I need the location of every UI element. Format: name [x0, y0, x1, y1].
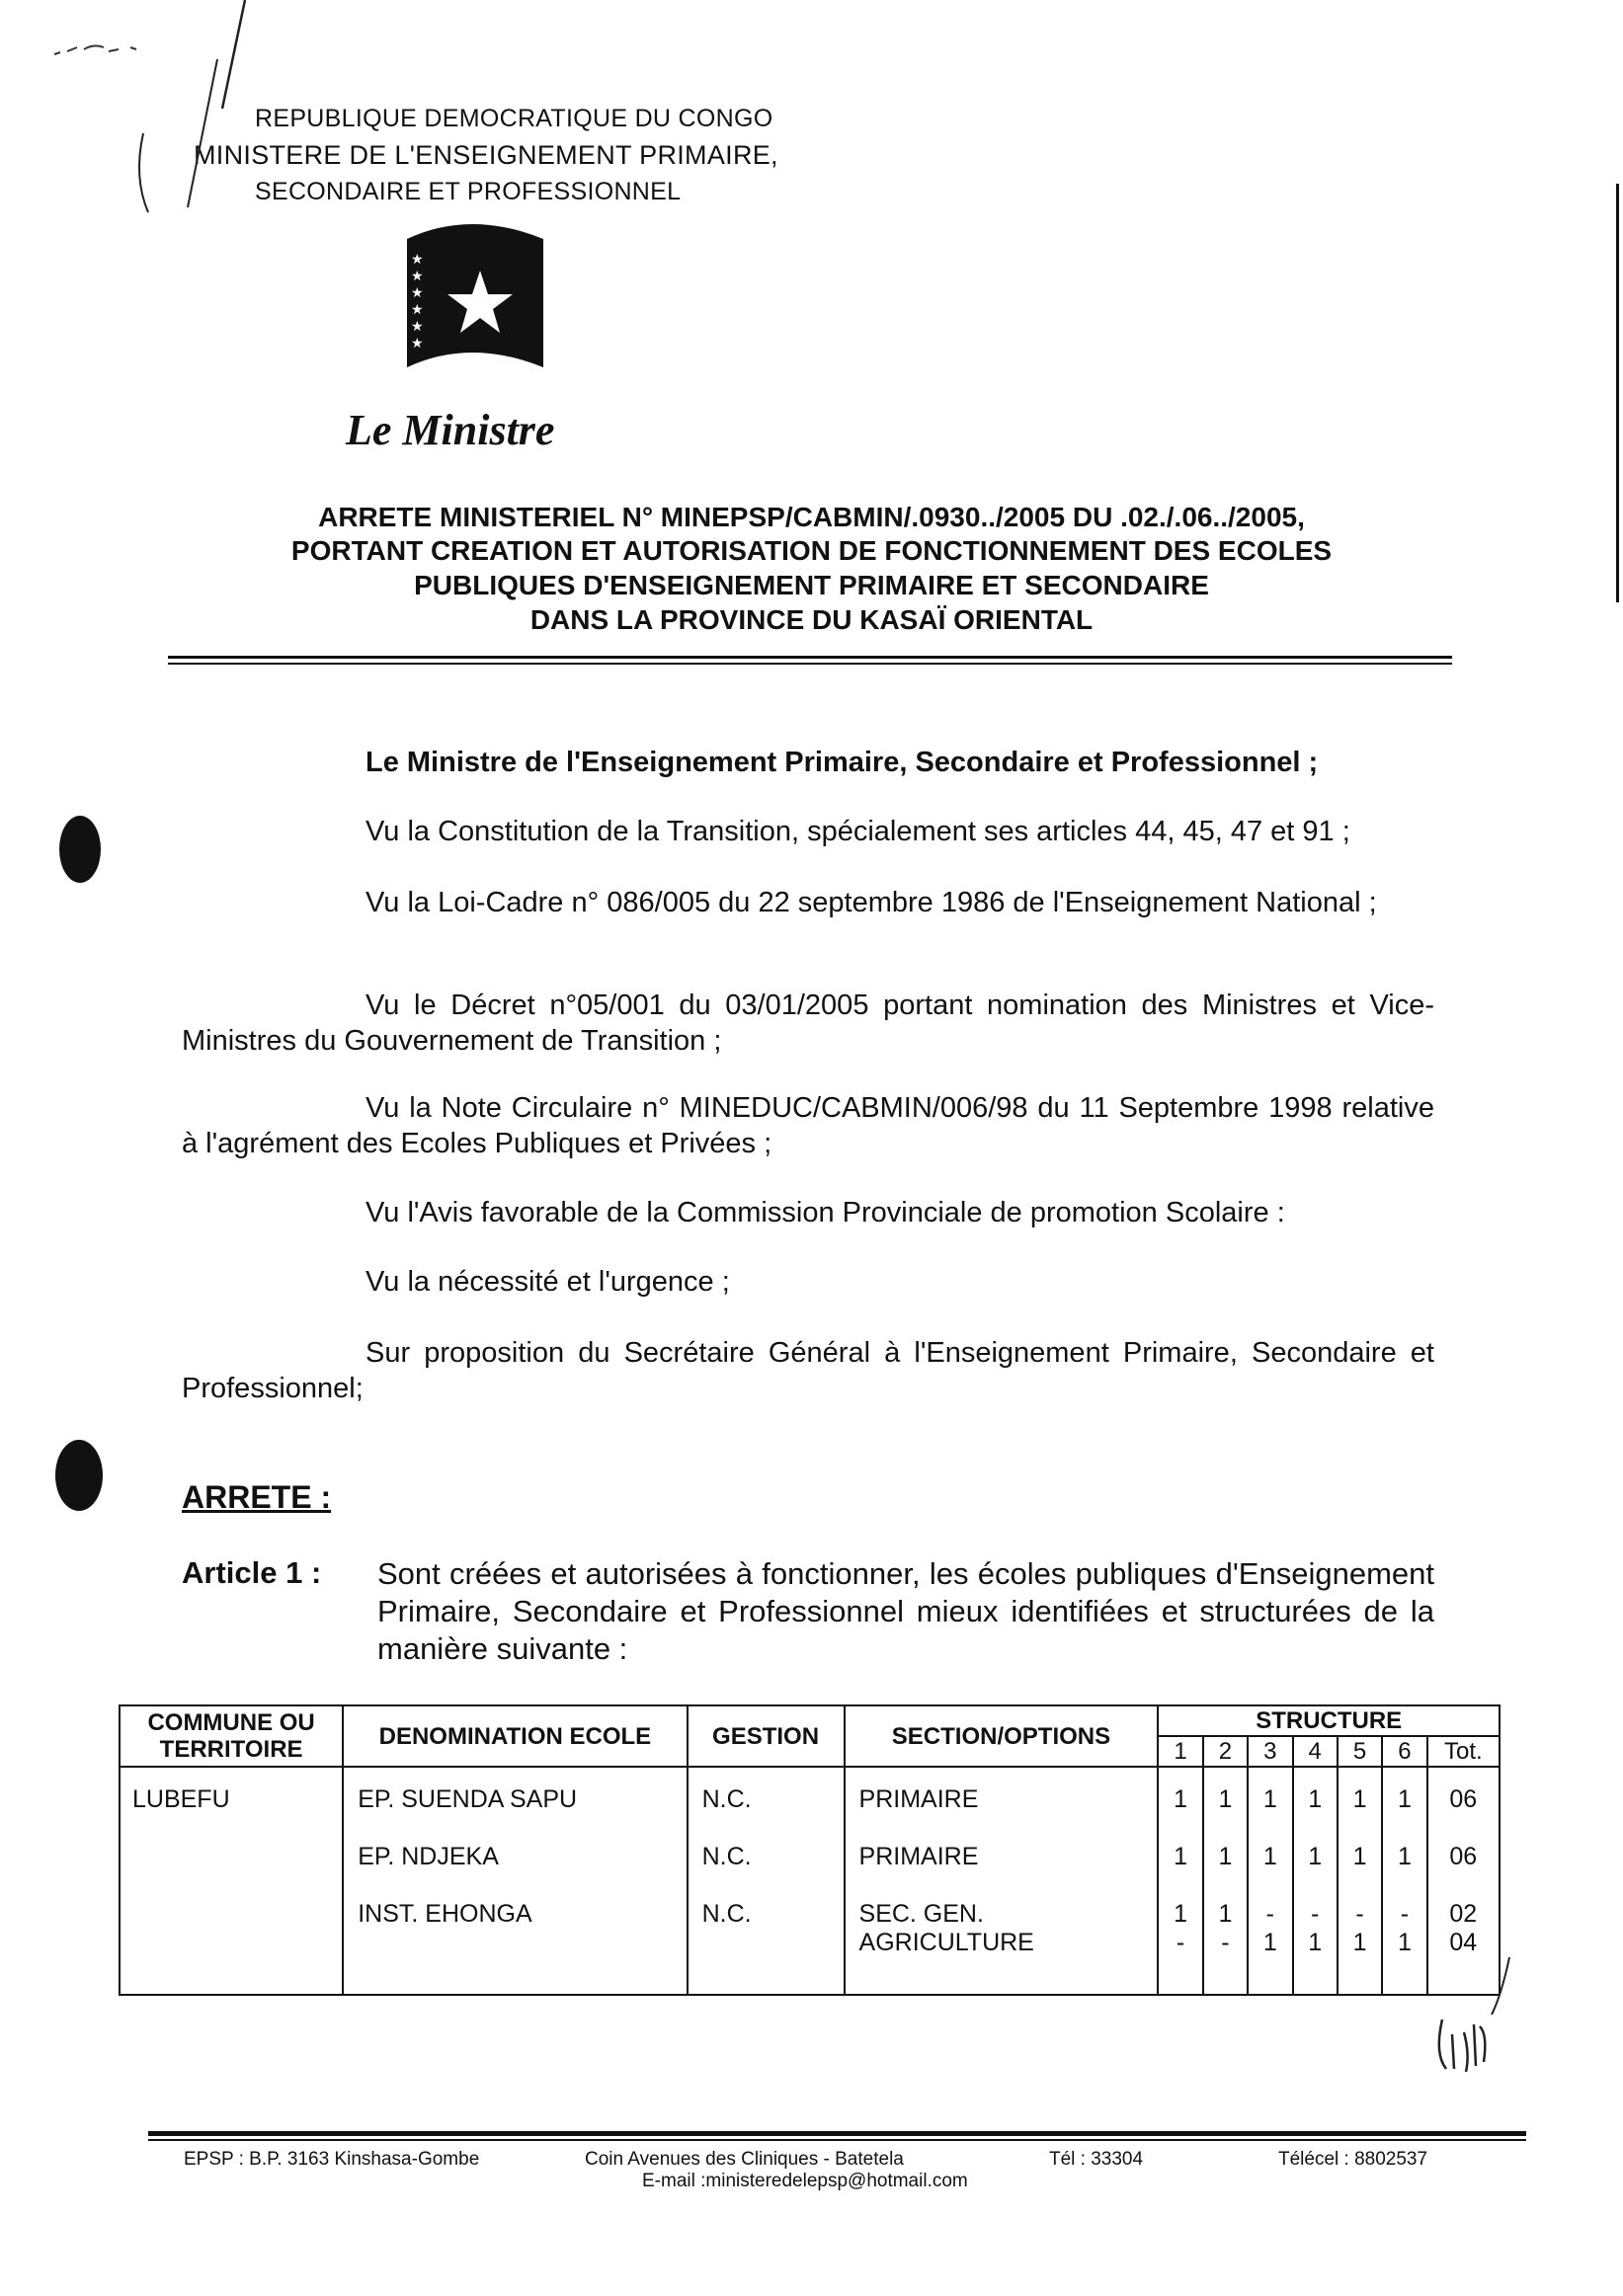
article-1-label: Article 1 :	[182, 1555, 322, 1590]
footer-divider-thin	[148, 2139, 1526, 2141]
col-header-denomination: DENOMINATION ECOLE	[343, 1705, 687, 1767]
gestion-value: N.C.	[701, 1785, 752, 1813]
sur-proposition: Sur proposition du Secrétaire Général à l'Enseignement Primaire, Secondaire et Professionnel;	[182, 1337, 1434, 1404]
decree-title-line3: PUBLIQUES D'ENSEIGNEMENT PRIMAIRE ET SECONDAIRE	[414, 570, 1209, 600]
section-value: AGRICULTURE	[858, 1929, 1034, 1956]
ecole-name: INST. EHONGA	[358, 1900, 532, 1928]
structure-value: -	[1311, 1900, 1320, 1928]
decree-title-line1: ARRETE MINISTERIEL N° MINEPSP/CABMIN/.0930../2005 DU .02./.06../2005,	[318, 502, 1305, 532]
section-value: SEC. GEN.	[858, 1900, 984, 1928]
vu-constitution: Vu la Constitution de la Transition, spécialement ses articles 44, 45, 47 et 91 ;	[365, 816, 1350, 847]
decree-title-line2: PORTANT CREATION ET AUTORISATION DE FONCTIONNEMENT DES ECOLES	[290, 535, 1333, 566]
header-ministry-sub: SECONDAIRE ET PROFESSIONNEL	[255, 178, 682, 205]
col-header-5: 5	[1338, 1736, 1382, 1767]
col-header-structure: STRUCTURE	[1158, 1705, 1500, 1736]
section-cell	[845, 1767, 1159, 1995]
svg-text:★: ★	[411, 302, 424, 318]
title-divider-thin	[168, 663, 1452, 665]
svg-text:★: ★	[411, 252, 424, 268]
structure-col-1	[1158, 1767, 1202, 1995]
structure-value: 1	[1308, 1785, 1323, 1813]
structure-total: 02	[1449, 1900, 1478, 1928]
col-header-section: SECTION/OPTIONS	[845, 1705, 1159, 1767]
structure-total: 06	[1449, 1785, 1478, 1813]
section-value: PRIMAIRE	[858, 1785, 979, 1813]
structure-value: 1	[1174, 1900, 1188, 1928]
commune-name: LUBEFU	[132, 1785, 230, 1813]
structure-value: 1	[1174, 1843, 1188, 1870]
structure-col-6	[1382, 1767, 1426, 1995]
col-header-total: Tot.	[1427, 1736, 1500, 1767]
col-header-6: 6	[1382, 1736, 1426, 1767]
signature-title: Le Ministre	[346, 406, 555, 454]
article-1-text: Sont créées et autorisées à fonctionner, les écoles publiques d'Enseignement Primaire, Secondaire et Professionnel mieux identifiées et structurées de la manière suivante :	[377, 1556, 1434, 1666]
decree-title-line4: DANS LA PROVINCE DU KASAÏ ORIENTAL	[529, 604, 1094, 635]
structure-total: 04	[1449, 1929, 1478, 1956]
commune-cell	[120, 1767, 343, 1995]
handwritten-initials	[1422, 1955, 1531, 2094]
vu-avis: Vu l'Avis favorable de la Commission Provinciale de promotion Scolaire :	[365, 1197, 1285, 1228]
header-ministry: MINISTERE DE L'ENSEIGNEMENT PRIMAIRE,	[194, 140, 778, 170]
col-header-gestion: GESTION	[688, 1705, 845, 1767]
gestion-value: N.C.	[701, 1900, 752, 1928]
flag-emblem-icon	[401, 219, 549, 387]
structure-value: 1	[1308, 1843, 1323, 1870]
schools-table	[119, 1704, 1501, 1996]
structure-value: 1	[1398, 1785, 1412, 1813]
structure-value: 1	[1262, 1785, 1277, 1813]
structure-value: -	[1176, 1929, 1185, 1956]
structure-value: 1	[1262, 1843, 1277, 1870]
structure-value: -	[1400, 1900, 1410, 1928]
svg-text:★: ★	[411, 269, 424, 284]
structure-value: 1	[1262, 1929, 1277, 1956]
structure-value: 1	[1398, 1929, 1412, 1956]
structure-col-5	[1338, 1767, 1382, 1995]
col-header-3: 3	[1248, 1736, 1292, 1767]
structure-col-2	[1203, 1767, 1248, 1995]
col-header-commune: COMMUNE OU TERRITOIRE	[120, 1705, 343, 1767]
footer-divider	[148, 2131, 1526, 2136]
structure-value: 1	[1308, 1929, 1323, 1956]
arrete-heading: ARRETE :	[182, 1479, 332, 1515]
punch-hole-mark	[55, 1440, 103, 1511]
col-header-1: 1	[1158, 1736, 1202, 1767]
handwritten-mark	[40, 0, 277, 227]
footer-address: EPSP : B.P. 3163 Kinshasa-Gombe	[184, 2149, 480, 2170]
footer-email: E-mail :ministeredelepsp@hotmail.com	[642, 2171, 968, 2191]
svg-text:★: ★	[411, 285, 424, 301]
structure-value: 1	[1218, 1843, 1233, 1870]
vu-note-circulaire: Vu la Note Circulaire n° MINEDUC/CABMIN/006/98 du 11 Septembre 1998 relative à l'agrément des Ecoles Publiques et Privées ;	[182, 1092, 1434, 1159]
scan-edge-mark	[1616, 184, 1619, 602]
structure-value: 1	[1218, 1900, 1233, 1928]
intro-line: Le Ministre de l'Enseignement Primaire, Secondaire et Professionnel ;	[365, 747, 1319, 778]
structure-value: 1	[1174, 1785, 1188, 1813]
structure-value: 1	[1352, 1785, 1367, 1813]
gestion-value: N.C.	[701, 1843, 752, 1870]
structure-col-3	[1248, 1767, 1292, 1995]
footer-tel: Tél : 33304	[1049, 2149, 1144, 2170]
ecole-name: EP. NDJEKA	[358, 1843, 499, 1870]
structure-value: -	[1355, 1900, 1364, 1928]
structure-value: 1	[1218, 1785, 1233, 1813]
header-republic: REPUBLIQUE DEMOCRATIQUE DU CONGO	[255, 105, 773, 132]
title-divider	[168, 656, 1452, 659]
ecole-cell	[343, 1767, 687, 1995]
structure-value: 1	[1352, 1929, 1367, 1956]
ecole-name: EP. SUENDA SAPU	[358, 1785, 578, 1813]
structure-col-4	[1293, 1767, 1338, 1995]
section-value: PRIMAIRE	[858, 1843, 979, 1870]
gestion-cell	[688, 1767, 845, 1995]
col-header-4: 4	[1293, 1736, 1338, 1767]
footer-telecel: Télécel : 8802537	[1278, 2149, 1428, 2170]
vu-decret: Vu le Décret n°05/001 du 03/01/2005 portant nomination des Ministres et Vice-Ministres du Gouvernement de Transition ;	[182, 990, 1434, 1057]
svg-text:★: ★	[411, 319, 424, 335]
structure-value: -	[1265, 1900, 1274, 1928]
vu-necessite: Vu la nécessité et l'urgence ;	[365, 1266, 730, 1298]
structure-value: 1	[1398, 1843, 1412, 1870]
structure-value: 1	[1352, 1843, 1367, 1870]
col-header-2: 2	[1203, 1736, 1248, 1767]
punch-hole-mark	[59, 816, 101, 883]
structure-total: 06	[1449, 1843, 1478, 1870]
svg-text:★: ★	[411, 336, 424, 352]
footer-location: Coin Avenues des Cliniques - Batetela	[585, 2149, 904, 2170]
vu-loi-cadre: Vu la Loi-Cadre n° 086/005 du 22 septembre 1986 de l'Enseignement National ;	[365, 887, 1377, 918]
structure-value: -	[1221, 1929, 1230, 1956]
